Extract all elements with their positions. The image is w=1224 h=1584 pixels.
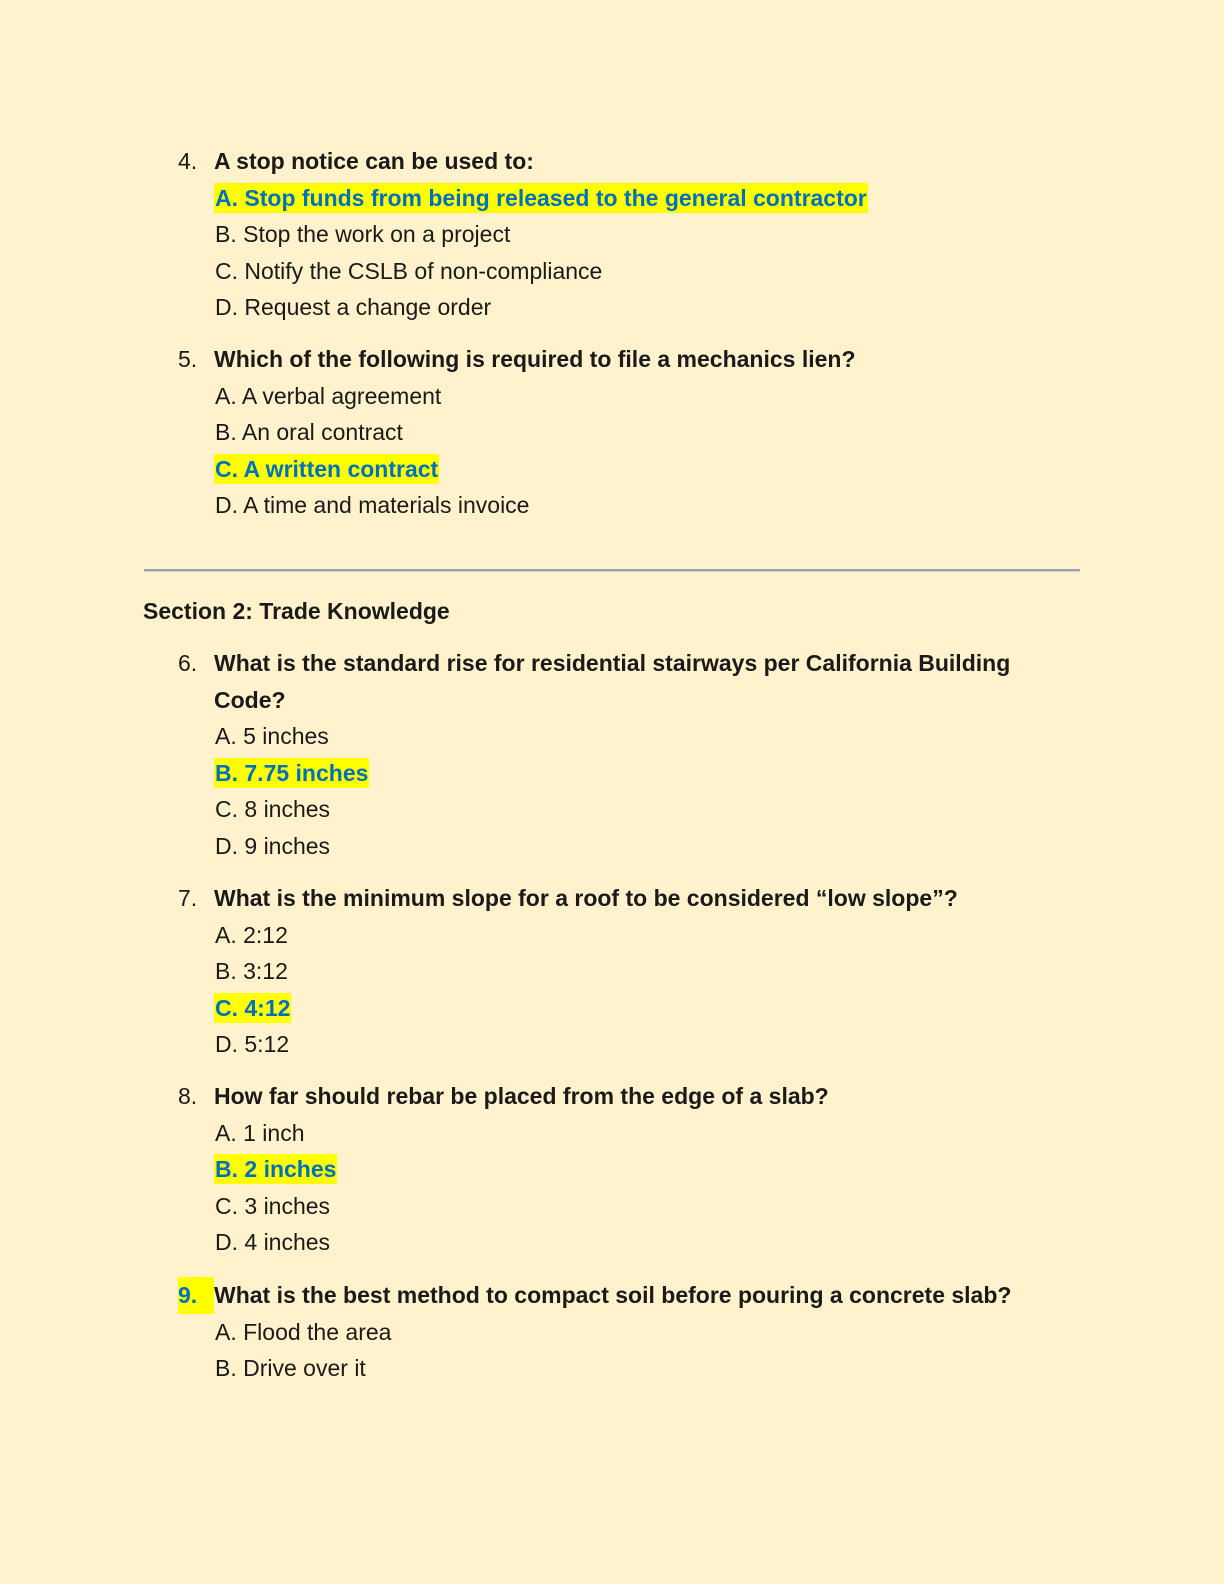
answer-option-b: B. Drive over it <box>215 1355 366 1381</box>
answer-option-a-correct: A. Stop funds from being released to the general contractor <box>215 184 867 211</box>
answer-options <box>178 180 1078 326</box>
question-header <box>178 1277 1078 1314</box>
question-5 <box>178 341 1078 524</box>
answer-options <box>178 917 1078 1063</box>
question-text: Which of the following is required to file a mechanics lien? <box>214 346 856 372</box>
question-header <box>178 143 1078 180</box>
question-7 <box>178 880 1078 1063</box>
section-divider <box>144 569 1080 572</box>
question-header <box>178 645 1078 718</box>
answer-option-b: B. 3:12 <box>215 958 288 984</box>
question-text: How far should rebar be placed from the edge of a slab? <box>214 1083 829 1109</box>
answer-option-c: C. Notify the CSLB of non-compliance <box>215 257 603 284</box>
answer-option-a: A. A verbal agreement <box>215 382 442 409</box>
answer-option-d: D. A time and materials invoice <box>215 492 530 518</box>
question-header <box>178 880 1078 917</box>
question-8 <box>178 1078 1078 1261</box>
answer-options <box>178 718 1078 864</box>
question-number: 8. <box>178 1083 198 1109</box>
question-header <box>178 1078 1078 1115</box>
answer-option-a: A. Flood the area <box>215 1318 392 1345</box>
answer-options <box>178 1115 1078 1261</box>
question-number: 9. <box>178 1277 214 1314</box>
answer-option-d: D. 5:12 <box>215 1031 290 1057</box>
question-text: What is the best method to compact soil before pouring a concrete slab? <box>214 1282 1012 1308</box>
answer-option-a: A. 2:12 <box>215 921 288 948</box>
question-number: 4. <box>178 148 198 174</box>
answer-option-d: D. 4 inches <box>215 1229 331 1255</box>
answer-option-d: D. Request a change order <box>215 294 492 320</box>
section-2-title: Section 2: Trade Knowledge <box>143 598 450 624</box>
answer-option-b-correct: B. 2 inches <box>215 1156 337 1182</box>
answer-option-c-correct: C. A written contract <box>215 455 439 482</box>
question-text: What is the minimum slope for a roof to be considered “low slope”? <box>214 885 958 911</box>
question-number: 5. <box>178 346 198 372</box>
answer-option-a: A. 5 inches <box>215 723 329 749</box>
question-4 <box>178 143 1078 326</box>
answer-option-d: D. 9 inches <box>215 832 331 859</box>
question-text: What is the standard rise for residential stairways per California Building Code? <box>214 650 1011 713</box>
answer-option-a: A. 1 inch <box>215 1119 305 1146</box>
answer-options <box>178 1314 1078 1387</box>
answer-option-c-correct: C. 4:12 <box>215 994 291 1021</box>
answer-options <box>178 378 1078 524</box>
answer-option-b: B. An oral contract <box>215 419 403 445</box>
question-text: A stop notice can be used to: <box>214 148 534 174</box>
question-6 <box>178 645 1078 864</box>
answer-option-c: C. 8 inches <box>215 796 331 822</box>
answer-option-b: B. Stop the work on a project <box>215 221 511 247</box>
answer-option-c: C. 3 inches <box>215 1192 331 1219</box>
question-9 <box>178 1277 1078 1387</box>
question-header <box>178 341 1078 378</box>
question-number: 6. <box>178 650 198 676</box>
answer-option-b-correct: B. 7.75 inches <box>215 759 369 786</box>
question-number: 7. <box>178 885 198 911</box>
